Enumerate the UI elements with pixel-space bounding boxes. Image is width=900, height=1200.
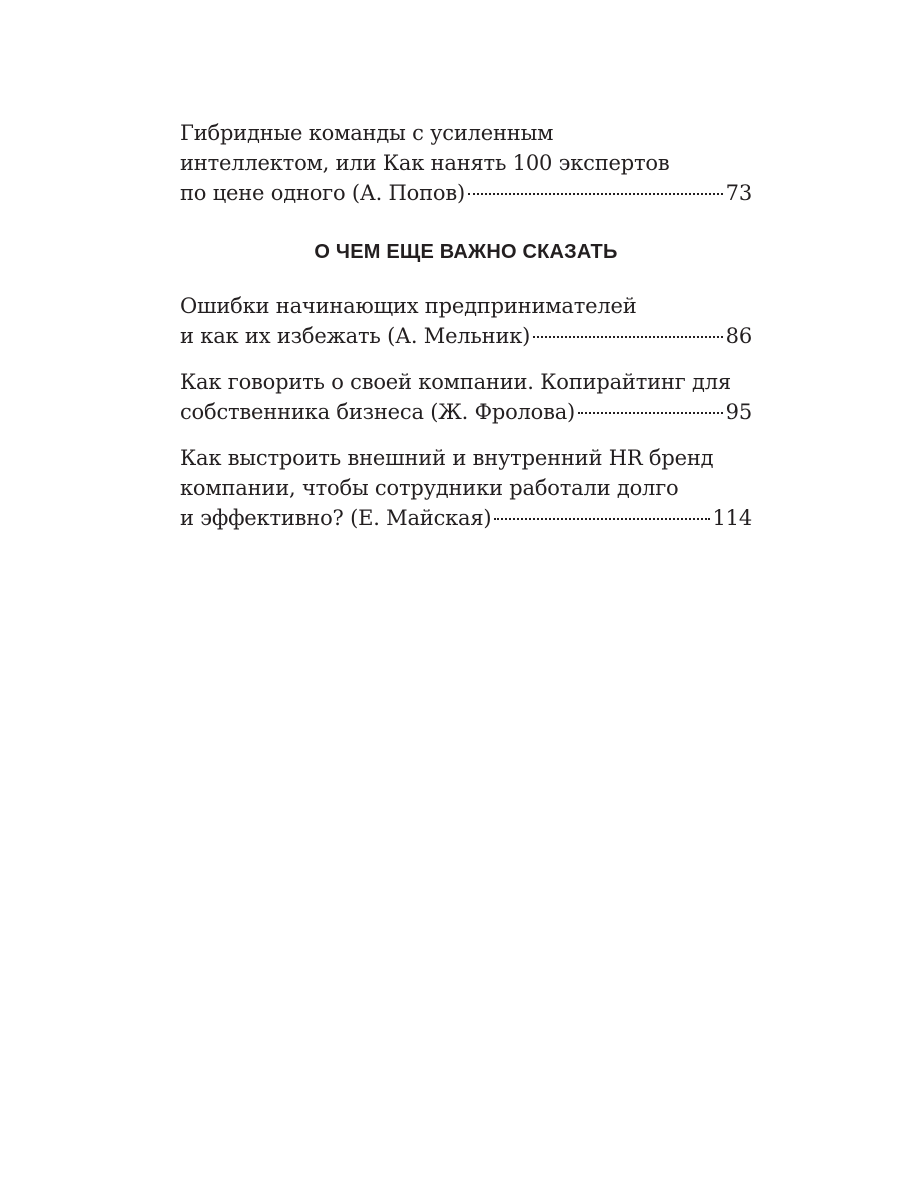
toc-entry-title-line: интеллектом, или Как нанять 100 экспертов [180, 151, 670, 175]
toc-entry-title-line: компании, чтобы сотрудники работали долго [180, 476, 679, 500]
toc-entry-last-line [180, 397, 752, 427]
toc-entry-title-line: Как выстроить внешний и внутренний HR бренд [180, 446, 714, 470]
toc-entry-last-line [180, 178, 752, 208]
toc-entry [180, 367, 752, 427]
dot-leader [533, 336, 722, 338]
toc-entry-title-line: и как их избежать (А. Мельник) [180, 324, 531, 348]
page-number: 86 [725, 324, 752, 348]
page-number: 114 [712, 506, 752, 530]
page-number: 95 [725, 400, 752, 424]
toc-entry-last-line [180, 503, 752, 533]
dot-leader [578, 412, 723, 414]
toc-entry-title-line: по цене одного (А. Попов) [180, 181, 465, 205]
toc-entry-last-line [180, 321, 752, 351]
dot-leader [494, 518, 709, 520]
section-heading: О ЧЕМ ЕЩЕ ВАЖНО СКАЗАТЬ [314, 241, 618, 263]
table-of-contents [180, 118, 752, 533]
toc-entry-title-line: и эффективно? (Е. Майская) [180, 506, 492, 530]
toc-entry [180, 291, 752, 351]
toc-entry-title-line: Как говорить о своей компании. Копирайтинг для [180, 370, 731, 394]
toc-entry [180, 118, 752, 208]
toc-entry [180, 443, 752, 533]
toc-entry-title-line: Гибридные команды с усиленным [180, 121, 554, 145]
dot-leader [468, 193, 723, 195]
page-number: 73 [725, 181, 752, 205]
toc-entry-title-line: собственника бизнеса (Ж. Фролова) [180, 400, 576, 424]
toc-entry-title-line: Ошибки начинающих предпринимателей [180, 294, 637, 318]
